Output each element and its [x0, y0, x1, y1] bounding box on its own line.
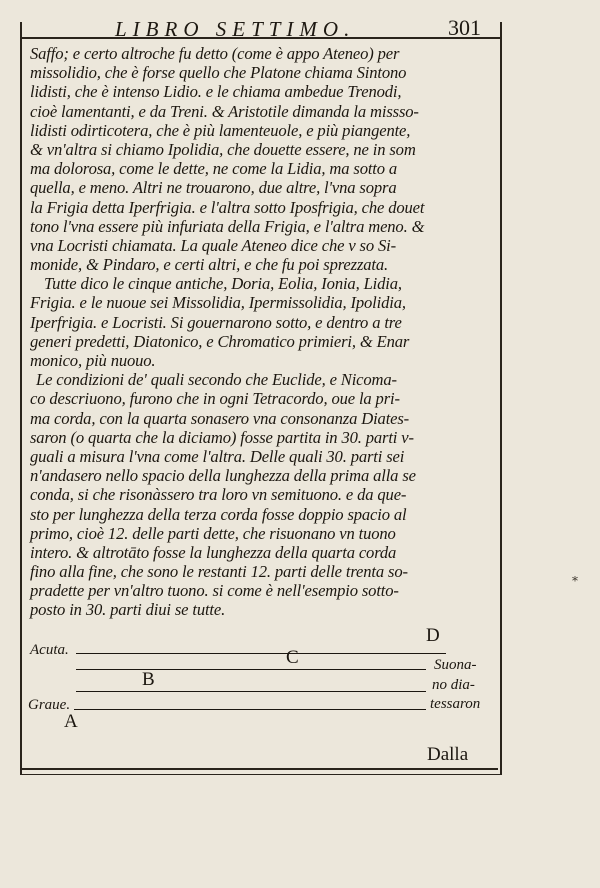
text-line: generi predetti, Diatonico, e Chromatico primieri, & Enar	[30, 331, 410, 351]
text-line: sto per lunghezza della terza corda fosse doppio spacio al	[30, 504, 407, 524]
text-line: lidisti odirticotera, che è più lamenteuole, e più piangente,	[30, 120, 411, 140]
text-line: quella, e meno. Altri ne trouarono, due altre, l'vna sopra	[30, 178, 397, 198]
tetrachord-diagram	[24, 625, 498, 743]
text-line: fino alla fine, che sono le restanti 12. parti delle trenta so-	[30, 562, 408, 582]
running-title: LIBRO SETTIMO.	[115, 17, 356, 41]
caption-line: Suona-	[434, 657, 477, 673]
letter-a: A	[64, 711, 78, 732]
text-line: & vn'altra si chiamo Ipolidia, che douette essere, ne in som	[30, 139, 416, 159]
caption-line: no dia-	[432, 677, 475, 693]
acuta-label: Acuta.	[30, 642, 69, 658]
text-line: pradette per vn'altro tuono. si come è nell'esempio sotto-	[30, 581, 399, 601]
string-line-graue	[74, 709, 426, 710]
text-line: Saffo; e certo altroche fu detto (come è appo Ateneo) per	[30, 44, 400, 63]
text-line: monico, più nuouo.	[30, 351, 156, 370]
text-line: posto in 30. parti diui se tutte.	[30, 600, 226, 620]
letter-d: D	[426, 625, 440, 646]
text-line: Tutte dico le cinque antiche, Doria, Eolia, Ionia, Lidia,	[44, 274, 402, 294]
text-line: conda, si che risonàssero tra loro vn semituono. e da que-	[30, 485, 407, 505]
text-line: Le condizioni de' quali secondo che Euclide, e Nicoma-	[36, 370, 397, 390]
letter-c: C	[286, 647, 299, 668]
text-line: missolidio, che è forse quello che Platone chiama Sintono	[30, 63, 407, 83]
text-line: monide, & Pindaro, e certi altri, e che fu poi sprezzata.	[30, 255, 389, 275]
text-line: co descriuono, furono che in ogni Tetracordo, oue la pri-	[30, 389, 400, 409]
text-line: tono l'vna essere più infuriata della Frigia, e l'altra meno. &	[30, 216, 425, 236]
text-line: n'andasero nello spacio della lunghezza della prima alla se	[30, 466, 416, 486]
body-text	[30, 44, 496, 620]
text-line: saron (o quarta che la diciamo) fosse partita in 30. parti v-	[30, 427, 414, 447]
bottom-rule	[22, 768, 498, 770]
letter-b: B	[142, 669, 155, 690]
text-line: vna Locristi chiamata. La quale Ateneo dice che v so Si-	[30, 235, 396, 255]
margin-mark: ⁎	[572, 570, 578, 584]
page-number: 301	[448, 15, 481, 40]
text-line: primo, cioè 12. delle parti dette, che risuonano vn tuono	[30, 523, 396, 543]
text-line: guali a misura l'vna come l'altra. Delle quali 30. parti sei	[30, 446, 405, 466]
text-line: Iperfrigia. e Locristi. Si gouernarono sotto, e dentro a tre	[30, 312, 402, 332]
text-line: intero. & altrotāto fosse la lunghezza della quarta corda	[30, 542, 397, 562]
text-line: cioè lamentanti, e da Treni. & Aristotile dimanda la missso-	[30, 101, 419, 121]
graue-label: Graue.	[28, 697, 71, 713]
string-line-b	[76, 691, 426, 692]
string-line-acuta	[76, 653, 446, 654]
text-line: ma dolorosa, come le dette, ne come la Lidia, ma sotto a	[30, 159, 398, 179]
text-line: ma corda, con la quarta sonasero vna consonanza Diates-	[30, 408, 410, 428]
text-line: Frigia. e le nuoue sei Missolidia, Ipermissolidia, Ipolidia,	[30, 293, 406, 313]
caption-line: tessaron	[430, 696, 481, 712]
string-line-c	[76, 669, 426, 670]
text-line: lidisti, che è intenso Lidio. e le chiama ambedue Trenodi,	[30, 82, 402, 102]
catchword: Dalla	[427, 744, 469, 765]
text-line: la Frigia detta Iperfrigia. e l'altra sotto Iposfrigia, che douet	[30, 197, 425, 217]
